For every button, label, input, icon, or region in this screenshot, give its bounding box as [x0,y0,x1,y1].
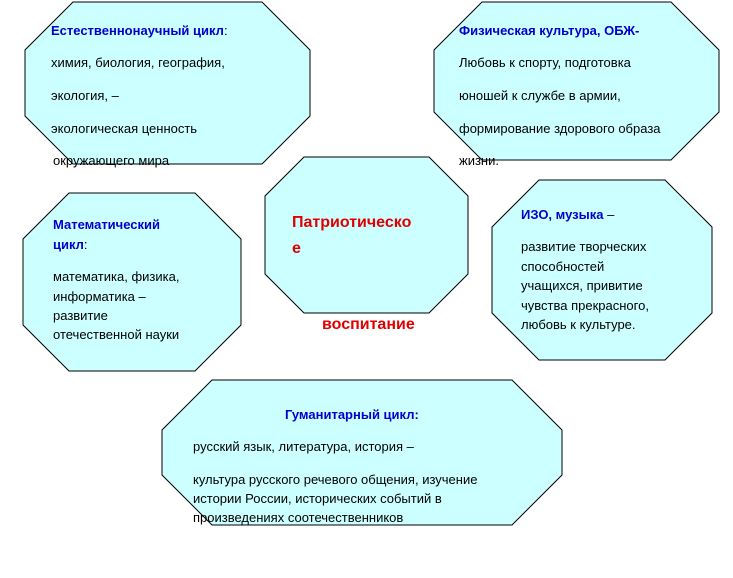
humanities-line-3: истории России, исторических событий в [193,491,442,506]
natural-sciences-line-3: экологическая ценность [51,121,198,136]
natural-sciences-title-row [51,23,228,39]
art-music-line-3: учащихся, привитие [521,278,643,293]
art-music-line-5: любовь к культуре. [521,317,636,332]
center-title-line-1: Патриотическо [292,214,412,231]
physical-culture-line-4: жизни. [459,153,499,168]
humanities-line-1: русский язык, литература, история – [193,439,414,454]
math-cycle-line-3: развитие [53,308,108,323]
natural-sciences-line-2: экология, – [51,88,119,103]
physical-culture-line-3: формирование здорового образа [459,121,661,136]
center-title-line-2: е [292,240,301,257]
math-cycle-title-2: цикл [53,237,84,252]
math-cycle-title-suffix: : [83,237,88,252]
art-music-line-1: развитие творческих [521,239,647,254]
art-music-title: ИЗО, музыка [521,207,604,222]
natural-sciences-title: Естественнонаучный цикл [51,23,224,38]
art-music-line-4: чувства прекрасного, [521,298,649,313]
math-cycle-line-2: информатика – [53,289,146,304]
natural-sciences-title-suffix: : [223,23,228,38]
art-music-line-2: способностей [521,259,605,274]
math-cycle-title-line-2 [53,237,88,253]
humanities-title: Гуманитарный цикл: [285,407,419,422]
center-octagon [265,157,468,313]
humanities-line-2: культура русского речевого общения, изучение [193,472,478,487]
natural-sciences-line-1: химия, биология, география, [51,55,225,70]
physical-culture-title-row [459,23,639,39]
physical-culture-title: Физическая культура, ОБЖ- [459,23,640,38]
humanities-line-4: произведениях соотечественников [193,510,404,525]
physical-culture-line-1: Любовь к спорту, подготовка [459,55,631,70]
art-music-title-suffix: – [603,207,615,222]
math-cycle-title-line-1 [53,217,160,233]
math-cycle-title-1: Математический [53,217,161,232]
natural-sciences-line-4: окружающего мира [53,153,170,168]
physical-culture-line-2: юношей к службе в армии, [459,88,621,103]
art-music-title-row [521,207,614,223]
humanities-title-row [285,407,419,423]
center-title-line-3: воспитание [322,316,415,333]
math-cycle-line-4: отечественной науки [53,327,180,342]
math-cycle-line-1: математика, физика, [53,269,180,284]
